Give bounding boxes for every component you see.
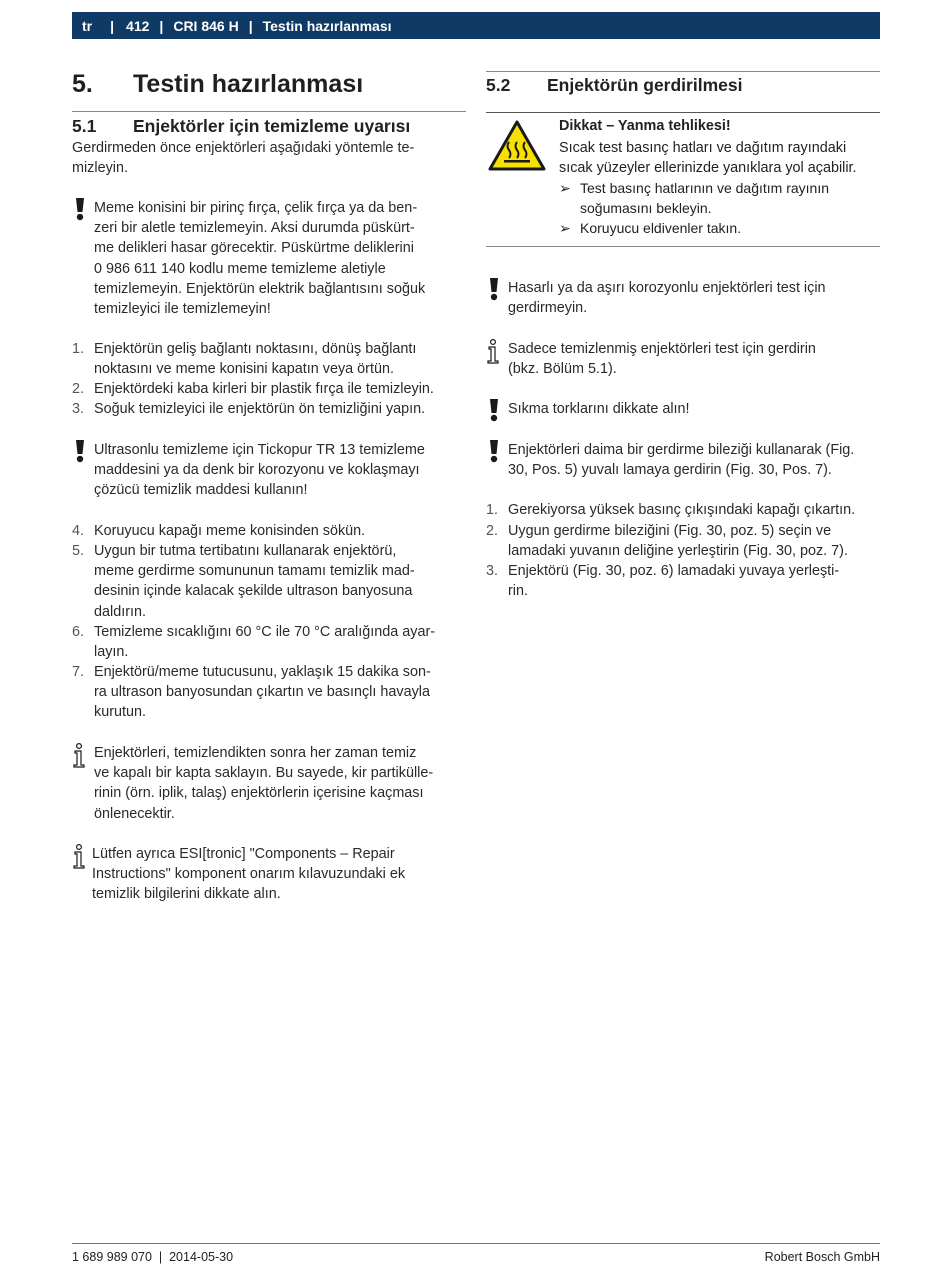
list-item xyxy=(72,662,466,723)
text-line: gerdirmeyin. xyxy=(508,300,588,317)
text-line: temizlemeyin. Enjektörün elektrik bağlantısını soğuk xyxy=(94,280,426,297)
step-number: 1. xyxy=(72,341,85,357)
step-number: 3. xyxy=(486,563,499,579)
step-number: 3. xyxy=(72,401,85,417)
step-number: 2. xyxy=(72,381,85,397)
text-line: Sadece temizlenmiş enjektörleri test için gerdirin xyxy=(508,341,816,357)
warning-body xyxy=(559,138,880,178)
text-line: Instructions" komponent onarım kılavuzundaki ek xyxy=(92,866,406,883)
exclamation-icon xyxy=(72,440,88,464)
text-line: rinin (örn. iplik, talaş) enjektörlerin içerisine kaçması xyxy=(94,785,424,802)
text-line: me delikleri hasar görecektir. Püskürtme deliklerini xyxy=(94,240,414,257)
warning-note xyxy=(72,440,466,501)
step-text xyxy=(94,521,466,541)
section-number: 5.2 xyxy=(486,75,511,95)
section-5-2-heading xyxy=(486,75,880,97)
text-line: kurutun. xyxy=(94,704,146,721)
warning-note xyxy=(486,399,880,420)
step-number: 6. xyxy=(72,624,85,640)
text-line: Lütfen ayrıca ESI[tronic] "Components – Repair xyxy=(92,846,395,862)
text-line: meme gerdirme somununun tamamı temizlik mad- xyxy=(94,563,415,580)
header-separator: | xyxy=(248,17,253,34)
exclamation-icon xyxy=(72,198,88,222)
header-page-number: 412 xyxy=(126,17,150,34)
text-line: ve kapalı bir kapta saklayın. Bu sayede, kir partikülle- xyxy=(94,765,434,782)
warning-note xyxy=(486,278,880,319)
list-item xyxy=(72,622,466,663)
info-note xyxy=(72,844,466,905)
text-line: Enjektörü/meme tutucusunu, yaklaşık 15 dakika son- xyxy=(94,664,431,680)
list-item xyxy=(72,339,466,380)
info-note xyxy=(486,339,880,380)
arrow-icon: ➢ xyxy=(559,180,571,196)
step-text xyxy=(94,662,466,723)
text-line: rin. xyxy=(508,583,528,600)
footer-separator: | xyxy=(158,1250,163,1264)
section-title: Enjektörün gerdirilmesi xyxy=(547,75,743,95)
footer-divider xyxy=(72,1243,880,1244)
text-line: temizlik bilgilerini dikkate alın. xyxy=(92,886,281,903)
list-item xyxy=(486,500,880,521)
footer-doc-info xyxy=(72,1250,233,1264)
section-number: 5.1 xyxy=(72,116,97,136)
chapter-number: 5. xyxy=(72,70,93,98)
step-text xyxy=(94,339,466,379)
footer-date: 2014-05-30 xyxy=(169,1250,234,1264)
section-5-1-heading xyxy=(72,116,466,138)
step-text xyxy=(94,399,466,419)
section-title: Enjektörler için temizleme uyarısı xyxy=(133,116,411,136)
step-text xyxy=(580,218,880,238)
section-intro xyxy=(72,138,466,178)
exclamation-icon xyxy=(486,440,502,464)
text-line: Sıkma torklarını dikkate alın! xyxy=(508,401,690,417)
section-divider xyxy=(486,71,880,72)
warning-note xyxy=(72,198,466,320)
text-line: Gerdirmeden önce enjektörleri aşağıdaki yöntemle te- xyxy=(72,140,415,156)
text-line: Enjektörü (Fig. 30, poz. 6) lamadaki yuvaya yerleşti- xyxy=(508,563,840,579)
text-line: Soğuk temizleyici ile enjektörün ön temizliğini yapın. xyxy=(94,401,426,417)
exclamation-icon xyxy=(486,278,502,302)
chapter-title: Testin hazırlanması xyxy=(133,70,364,98)
text-line: Enjektördeki kaba kirleri bir plastik fırça ile temizleyin. xyxy=(94,381,434,397)
text-line: soğumasını bekleyin. xyxy=(580,200,712,217)
step-number: 2. xyxy=(486,523,499,539)
burn-hazard-warning xyxy=(486,112,880,247)
section-divider xyxy=(72,111,466,112)
step-text xyxy=(94,541,466,622)
list-item xyxy=(72,399,466,420)
footer-company: Robert Bosch GmbH xyxy=(764,1250,880,1264)
list-item xyxy=(486,561,880,602)
step-number: 5. xyxy=(72,543,85,559)
text-line: ra ultrason banyosundan çıkartın ve basınçlı havayla xyxy=(94,684,430,701)
header-separator: | xyxy=(159,17,164,34)
step-number: 4. xyxy=(72,523,85,539)
text-line: layın. xyxy=(94,644,129,661)
list-item xyxy=(72,379,472,400)
warning-text xyxy=(94,440,466,501)
text-line: Enjektörün geliş bağlantı noktasını, dönüş bağlantı xyxy=(94,341,417,357)
text-line: Sıcak test basınç hatları ve dağıtım rayındaki xyxy=(559,140,847,156)
warning-step xyxy=(559,178,880,219)
warning-step xyxy=(559,218,880,239)
step-text xyxy=(580,178,880,218)
text-line: 30, Pos. 5) yuvalı lamaya gerdirin (Fig. 30, Pos. 7). xyxy=(508,462,832,479)
text-line: Koruyucu eldivenler takın. xyxy=(580,220,742,236)
text-line: (bkz. Bölüm 5.1). xyxy=(508,361,617,378)
warning-title: Dikkat – Yanma tehlikesi! xyxy=(559,118,731,134)
header-language: tr xyxy=(82,17,93,34)
exclamation-icon xyxy=(486,399,502,423)
text-line: temizleyici ile temizlemeyin! xyxy=(94,301,271,318)
header-section-title: Testin hazırlanması xyxy=(262,17,392,34)
info-text xyxy=(508,339,880,379)
text-line: noktasını ve meme konisini kapatın veya örtün. xyxy=(94,361,394,378)
step-number: 1. xyxy=(486,502,499,518)
warning-text xyxy=(508,278,880,318)
list-item xyxy=(72,541,466,622)
step-text xyxy=(508,521,880,561)
step-number: 7. xyxy=(72,664,85,680)
text-line: Koruyucu kapağı meme konisinden sökün. xyxy=(94,523,366,539)
footer-doc-number: 1 689 989 070 xyxy=(72,1250,152,1264)
list-item xyxy=(486,521,880,562)
section-divider xyxy=(486,246,880,247)
text-line: Test basınç hatlarının ve dağıtım rayının xyxy=(580,180,830,196)
info-text xyxy=(92,844,466,905)
warning-note xyxy=(486,440,880,481)
text-line: önlenecektir. xyxy=(94,805,175,822)
chapter-heading xyxy=(72,70,466,100)
text-line: zeri bir aletle temizlemeyin. Aksi durumda püskürt- xyxy=(94,220,415,237)
step-text xyxy=(94,379,472,399)
text-line: Uygun bir tutma tertibatını kullanarak enjektörü, xyxy=(94,543,397,559)
text-line: Meme konisini bir pirinç fırça, çelik fırça ya da ben- xyxy=(94,200,418,216)
text-line: daldırın. xyxy=(94,603,146,620)
text-line: Ultrasonlu temizleme için Tickopur TR 13 temizleme xyxy=(94,442,425,458)
text-line: 0 986 611 140 kodlu meme temizleme aletiyle xyxy=(94,260,386,277)
text-line: maddesini ya da denk bir korozyonu ve koklaşmayı xyxy=(94,462,420,479)
text-line: çözücü temizlik maddesi kullanın! xyxy=(94,482,308,499)
text-line: sıcak yüzeyler ellerinizde yanıklara yol açabilir. xyxy=(559,160,857,177)
warning-text xyxy=(94,198,466,319)
text-line: lamadaki yuvanın deliğine yerleştirin (Fig. 30, poz. 7). xyxy=(508,543,848,560)
text-line: Uygun gerdirme bileziğini (Fig. 30, poz. 5) seçin ve xyxy=(508,523,832,539)
info-icon xyxy=(486,339,502,365)
text-line: Enjektörleri, temizlendikten sonra her zaman temiz xyxy=(94,745,417,761)
hot-surface-warning-icon xyxy=(488,120,546,172)
step-text xyxy=(508,500,880,520)
page-header-bar xyxy=(72,12,880,39)
text-line: Temizleme sıcaklığını 60 °C ile 70 °C aralığında ayar- xyxy=(94,624,436,640)
text-line: desinin içinde kalacak şekilde ultrason banyosuna xyxy=(94,583,413,600)
text-line: mizleyin. xyxy=(72,160,128,177)
step-text xyxy=(94,622,466,662)
warning-text xyxy=(508,440,880,480)
text-line: Hasarlı ya da aşırı korozyonlu enjektörleri test için xyxy=(508,280,826,296)
text-line: Enjektörleri daima bir gerdirme bileziği kullanarak (Fig. xyxy=(508,442,855,458)
warning-text xyxy=(508,399,880,419)
info-text xyxy=(94,743,466,824)
header-separator: | xyxy=(110,17,115,34)
list-item xyxy=(72,521,466,542)
text-line: Gerekiyorsa yüksek basınç çıkışındaki kapağı çıkartın. xyxy=(508,502,856,518)
info-icon xyxy=(72,844,88,870)
arrow-icon: ➢ xyxy=(559,220,571,236)
info-note xyxy=(72,743,466,824)
info-icon xyxy=(72,743,88,769)
step-text xyxy=(508,561,880,601)
header-product: CRI 846 H xyxy=(173,17,239,34)
